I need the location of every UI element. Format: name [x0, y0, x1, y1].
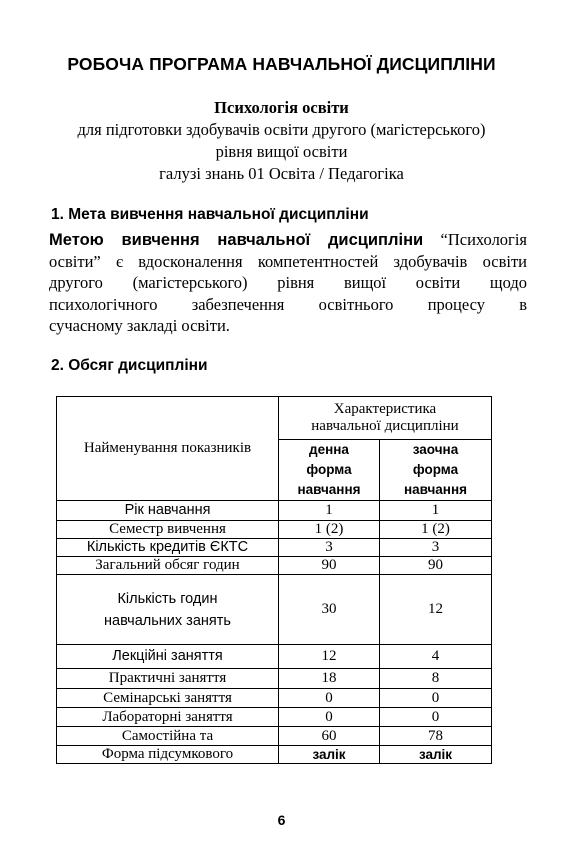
paragraph-line: сучасному закладі освіти.: [49, 316, 230, 335]
header-extramural-form: заочна форма навчання: [380, 440, 492, 501]
row-day-value: 1: [279, 501, 380, 521]
row-name: Кількість кредитів ЄКТС: [57, 539, 279, 557]
subtitle-line: для підготовки здобувачів освіти другого (магістерського): [77, 120, 486, 139]
paragraph-line: освіти” є вдосконалення компетентностей здобувачів освіти: [49, 251, 527, 271]
table-row: [57, 575, 492, 645]
table-row: [57, 501, 492, 521]
row-extramural-value: 78: [380, 727, 492, 746]
row-day-value: 12: [279, 645, 380, 669]
row-extramural-value: залік: [380, 746, 492, 764]
row-name: Самостійна та: [57, 727, 279, 746]
page-number: 6: [277, 812, 286, 828]
row-day-value: 1 (2): [279, 521, 380, 539]
row-extramural-value: 1: [380, 501, 492, 521]
row-name: Форма підсумкового: [57, 746, 279, 764]
paragraph-line: психологічного забезпечення освітнього процесу в: [49, 294, 527, 314]
table-row: [57, 689, 492, 708]
row-extramural-value: 0: [380, 708, 492, 727]
row-day-value: 60: [279, 727, 380, 746]
subject-title: Психологія освіти: [214, 98, 349, 117]
row-day-value: 18: [279, 669, 380, 689]
header-characteristics: Характеристика навчальної дисципліни: [279, 397, 492, 440]
row-day-value: 30: [279, 575, 380, 645]
row-day-value: 90: [279, 557, 380, 575]
row-day-value: залік: [279, 746, 380, 764]
section1-paragraph: [49, 229, 527, 337]
row-extramural-value: 3: [380, 539, 492, 557]
document-title: РОБОЧА ПРОГРАМА НАВЧАЛЬНОЇ ДИСЦИПЛІНИ: [67, 54, 496, 74]
row-name: Семінарські заняття: [57, 689, 279, 708]
row-extramural-value: 0: [380, 689, 492, 708]
row-day-value: 0: [279, 689, 380, 708]
row-day-value: 0: [279, 708, 380, 727]
section2-heading: 2. Обсяг дисципліни: [51, 357, 208, 374]
row-name: Рік навчання: [57, 501, 279, 521]
header-day-form: денна форма навчання: [279, 440, 380, 501]
row-name: Кількість годин навчальних занять: [57, 575, 279, 645]
row-name: Лабораторні заняття: [57, 708, 279, 727]
subtitle-line: галузі знань 01 Освіта / Педагогіка: [159, 164, 404, 183]
paragraph-line: другого (магістерського) рівня вищої освіти щодо: [49, 273, 527, 292]
row-extramural-value: 8: [380, 669, 492, 689]
row-extramural-value: 12: [380, 575, 492, 645]
course-volume-table: [56, 396, 492, 764]
row-extramural-value: 1 (2): [380, 521, 492, 539]
table-row: [57, 539, 492, 557]
subtitle-line: рівня вищої освіти: [215, 142, 348, 161]
row-extramural-value: 90: [380, 557, 492, 575]
paragraph-lead: Метою вивчення навчальної дисципліни: [49, 231, 424, 249]
row-name: Практичні заняття: [57, 669, 279, 689]
row-name: Семестр вивчення: [57, 521, 279, 539]
row-day-value: 3: [279, 539, 380, 557]
table-row: [57, 727, 492, 746]
row-name: Лекційні заняття: [57, 645, 279, 669]
table-row: [57, 645, 492, 669]
table-row: [57, 746, 492, 764]
table-header-row: [57, 397, 492, 440]
table-row: [57, 708, 492, 727]
table-row: [57, 557, 492, 575]
paragraph-line: Метою вивчення навчальної дисципліни “Психологія: [49, 230, 527, 249]
table-row: [57, 669, 492, 689]
row-extramural-value: 4: [380, 645, 492, 669]
table-row: [57, 521, 492, 539]
row-name: Загальний обсяг годин: [57, 557, 279, 575]
section1-heading: 1. Мета вивчення навчальної дисципліни: [51, 206, 369, 223]
header-indicator-name: Найменування показників: [57, 397, 279, 501]
